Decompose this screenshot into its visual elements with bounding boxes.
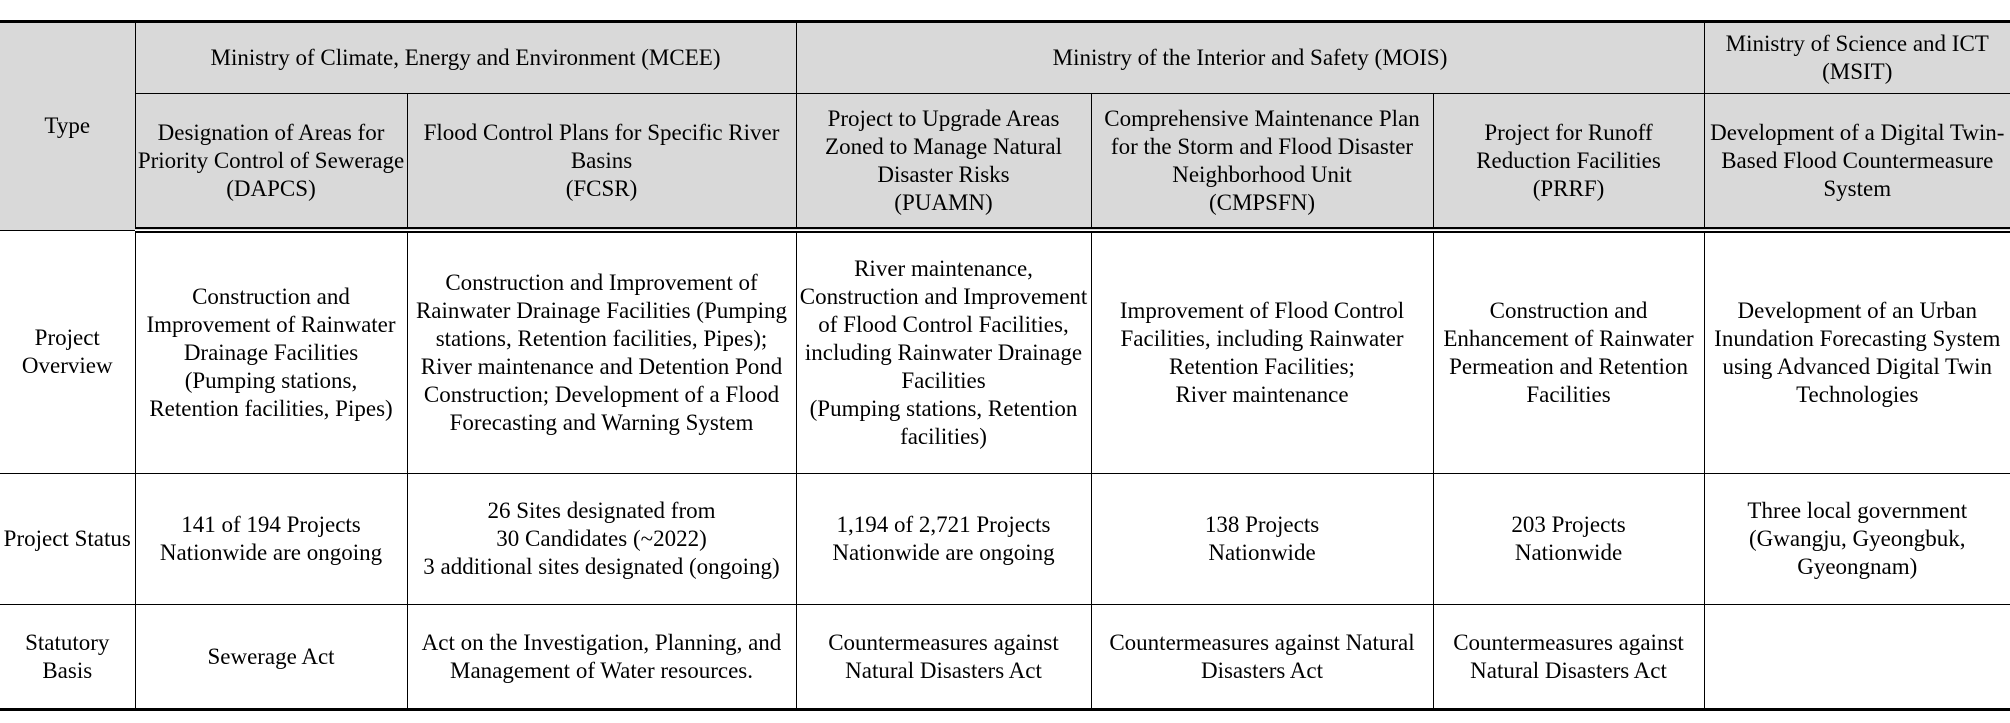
table-cell [1704,605,2010,710]
table-cell: Construction and Enhancement of Rainwater Permeation and Retention Facilities [1433,230,1704,474]
table-row-project-status [0,474,2010,605]
table-cell: Countermeasures against Natural Disasters Act [1433,605,1704,710]
table-cell: 138 Projects Nationwide [1091,474,1433,605]
table-cell: Three local government (Gwangju, Gyeongbuk, Gyeongnam) [1704,474,2010,605]
project-header-row [0,94,2010,231]
ministry-header-msit: Ministry of Science and ICT (MSIT) [1704,22,2010,94]
table-cell: Countermeasures against Natural Disasters Act [796,605,1091,710]
project-header-puamn: Project to Upgrade Areas Zoned to Manage Natural Disaster Risks (PUAMN) [796,94,1091,231]
project-header-fcsr: Flood Control Plans for Specific River Basins (FCSR) [407,94,796,231]
table-cell: 26 Sites designated from 30 Candidates (~2022) 3 additional sites designated (ongoing) [407,474,796,605]
table-cell: River maintenance, Construction and Improvement of Flood Control Facilities, including Rainwater Drainage Facilities (Pumping stations, Retention facilities) [796,230,1091,474]
ministry-header-row [0,22,2010,94]
table-cell: Development of an Urban Inundation Forecasting System using Advanced Digital Twin Technologies [1704,230,2010,474]
project-header-cmpsfn: Comprehensive Maintenance Plan for the Storm and Flood Disaster Neighborhood Unit (CMPSFN) [1091,94,1433,231]
table-cell: Act on the Investigation, Planning, and Management of Water resources. [407,605,796,710]
project-header-dapcs: Designation of Areas for Priority Control of Sewerage (DAPCS) [135,94,407,231]
table-cell: 141 of 194 Projects Nationwide are ongoing [135,474,407,605]
project-header-prrf: Project for Runoff Reduction Facilities (PRRF) [1433,94,1704,231]
row-label: Project Status [0,474,135,605]
table-cell: Construction and Improvement of Rainwater Drainage Facilities (Pumping stations, Retention facilities, Pipes) [135,230,407,474]
table-cell: Improvement of Flood Control Facilities, including Rainwater Retention Facilities; River maintenance [1091,230,1433,474]
ministry-header-mcee: Ministry of Climate, Energy and Environment (MCEE) [135,22,796,94]
table-row-statutory-basis [0,605,2010,710]
flood-projects-table [0,20,2010,711]
ministry-header-mois: Ministry of the Interior and Safety (MOIS) [796,22,1704,94]
row-label: Project Overview [0,230,135,474]
table-cell: Construction and Improvement of Rainwater Drainage Facilities (Pumping stations, Retention facilities, Pipes); River maintenance and Detention Pond Construction; Development of a Flood Forecasting and Warning System [407,230,796,474]
document-table-wrapper [0,20,2010,711]
row-label: Statutory Basis [0,605,135,710]
table-cell: 203 Projects Nationwide [1433,474,1704,605]
table-cell: Countermeasures against Natural Disasters Act [1091,605,1433,710]
table-cell: Sewerage Act [135,605,407,710]
type-header: Type [0,22,135,231]
project-header-digital-twin: Development of a Digital Twin-Based Flood Countermeasure System [1704,94,2010,231]
table-row-project-overview [0,230,2010,474]
table-cell: 1,194 of 2,721 Projects Nationwide are ongoing [796,474,1091,605]
